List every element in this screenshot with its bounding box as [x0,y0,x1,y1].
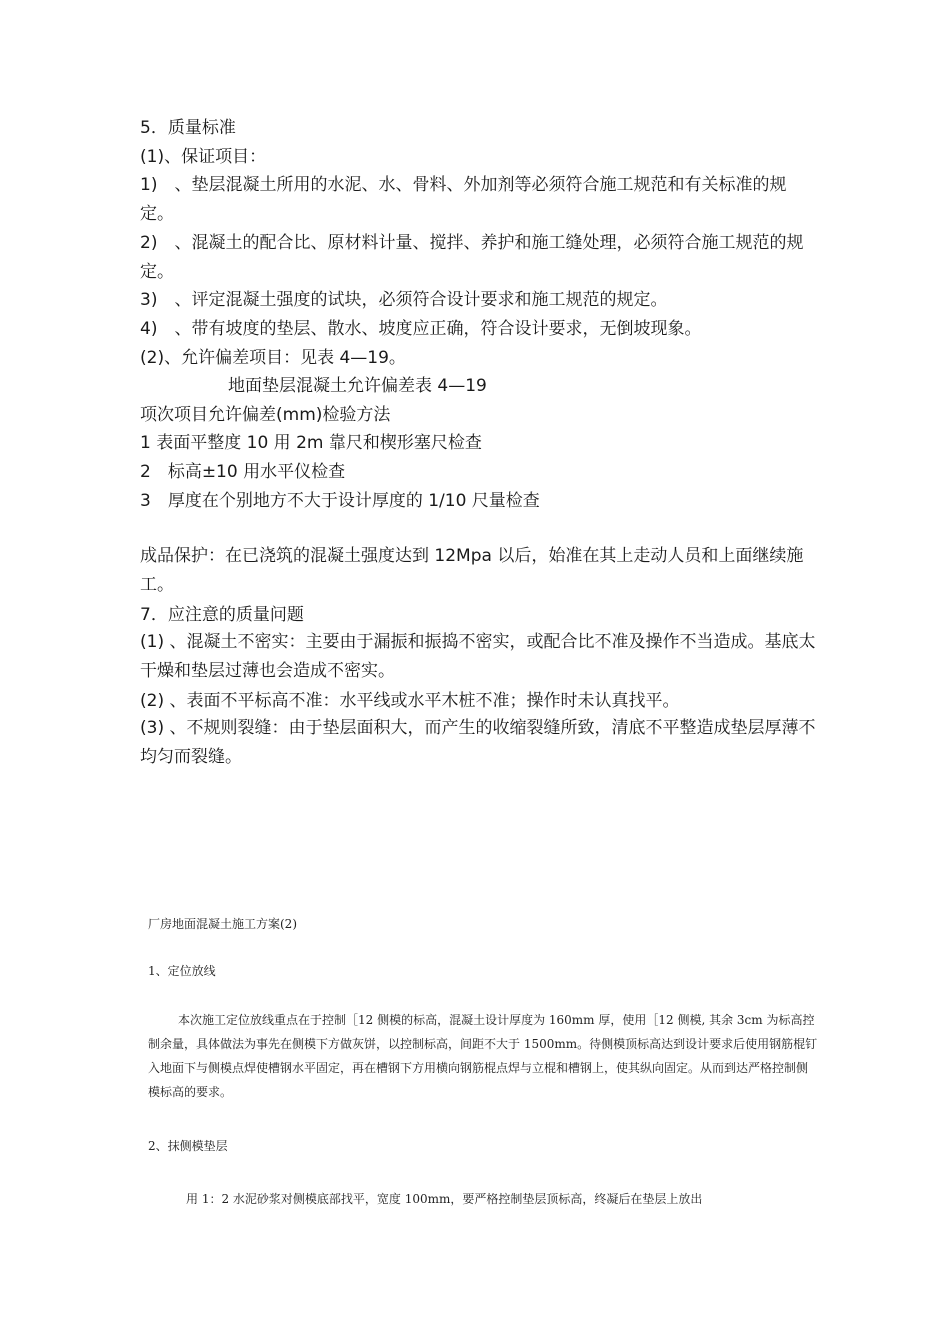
quality-standard-heading: 5．质量标准 [140,118,236,138]
table-row-1: 1 表面平整度 10 用 2m 靠尺和楔形塞尺检查 [140,433,482,453]
step-1-body: 本次施工定位放线重点在于控制［12 侧模的标高，混凝土设计厚度为 160mm 厚，使用［12 侧模, 其余 3cm 为标高控制余量，具体做法为事先在侧模下方做灰饼，以控制标高，间距不大于 1500mm。待侧模顶标高达到设计要求后使用钢筋棍钉入地面下与侧模点焊使槽钢水平固定，再在槽钢下方用横向钢筋棍点焊与立棍和槽钢上，使其纵向固定。从而到达严格控制侧模标高的要求。 [148,1013,818,1099]
step-1-heading: 1、定位放线 [148,964,216,978]
guarantee-item-1: 1) 、垫层混凝土所用的水泥、水、骨料、外加剂等必须符合施工规范和有关标准的规定。 [140,175,787,224]
quality-issue-2: (2) 、表面不平标高不准：水平线或水平木桩不准；操作时未认真找平。 [140,691,680,711]
plan-title: 厂房地面混凝土施工方案(2) [148,917,297,931]
tolerance-items-title: (2)、允许偏差项目：见表 4—19。 [140,348,406,368]
table-header: 项次项目允许偏差(mm)检验方法 [140,405,391,425]
guarantee-items-title: (1)、保证项目： [140,147,267,167]
table-caption: 地面垫层混凝土允许偏差表 4—19 [228,376,487,396]
quality-issues-heading: 7．应注意的质量问题 [140,605,304,625]
table-row-2: 2 标高±10 用水平仪检查 [140,462,346,482]
quality-issue-3: (3) 、不规则裂缝：由于垫层面积大，而产生的收缩裂缝所致，清底不平整造成垫层厚薄不均匀而裂缝。 [140,718,816,767]
step-2-heading: 2、抹侧模垫层 [148,1139,228,1153]
guarantee-item-2: 2) 、混凝土的配合比、原材料计量、搅拌、养护和施工缝处理，必须符合施工规范的规定。 [140,233,804,282]
step-2-body: 用 1：2 水泥砂浆对侧模底部找平，宽度 100mm，要严格控制垫层顶标高，终凝后在垫层上放出 [186,1192,703,1206]
product-protection-paragraph: 成品保护：在已浇筑的混凝土强度达到 12Mpa 以后，始准在其上走动人员和上面继续施工。 [140,546,804,595]
quality-issue-1: (1) 、混凝土不密实：主要由于漏振和振捣不密实，或配合比不准及操作不当造成。基底太干燥和垫层过薄也会造成不密实。 [140,632,816,681]
table-row-3: 3 厚度在个别地方不大于设计厚度的 1/10 尺量检查 [140,491,540,511]
guarantee-item-4: 4) 、带有坡度的垫层、散水、坡度应正确，符合设计要求，无倒坡现象。 [140,319,702,339]
guarantee-item-3: 3) 、评定混凝土强度的试块，必须符合设计要求和施工规范的规定。 [140,290,668,310]
